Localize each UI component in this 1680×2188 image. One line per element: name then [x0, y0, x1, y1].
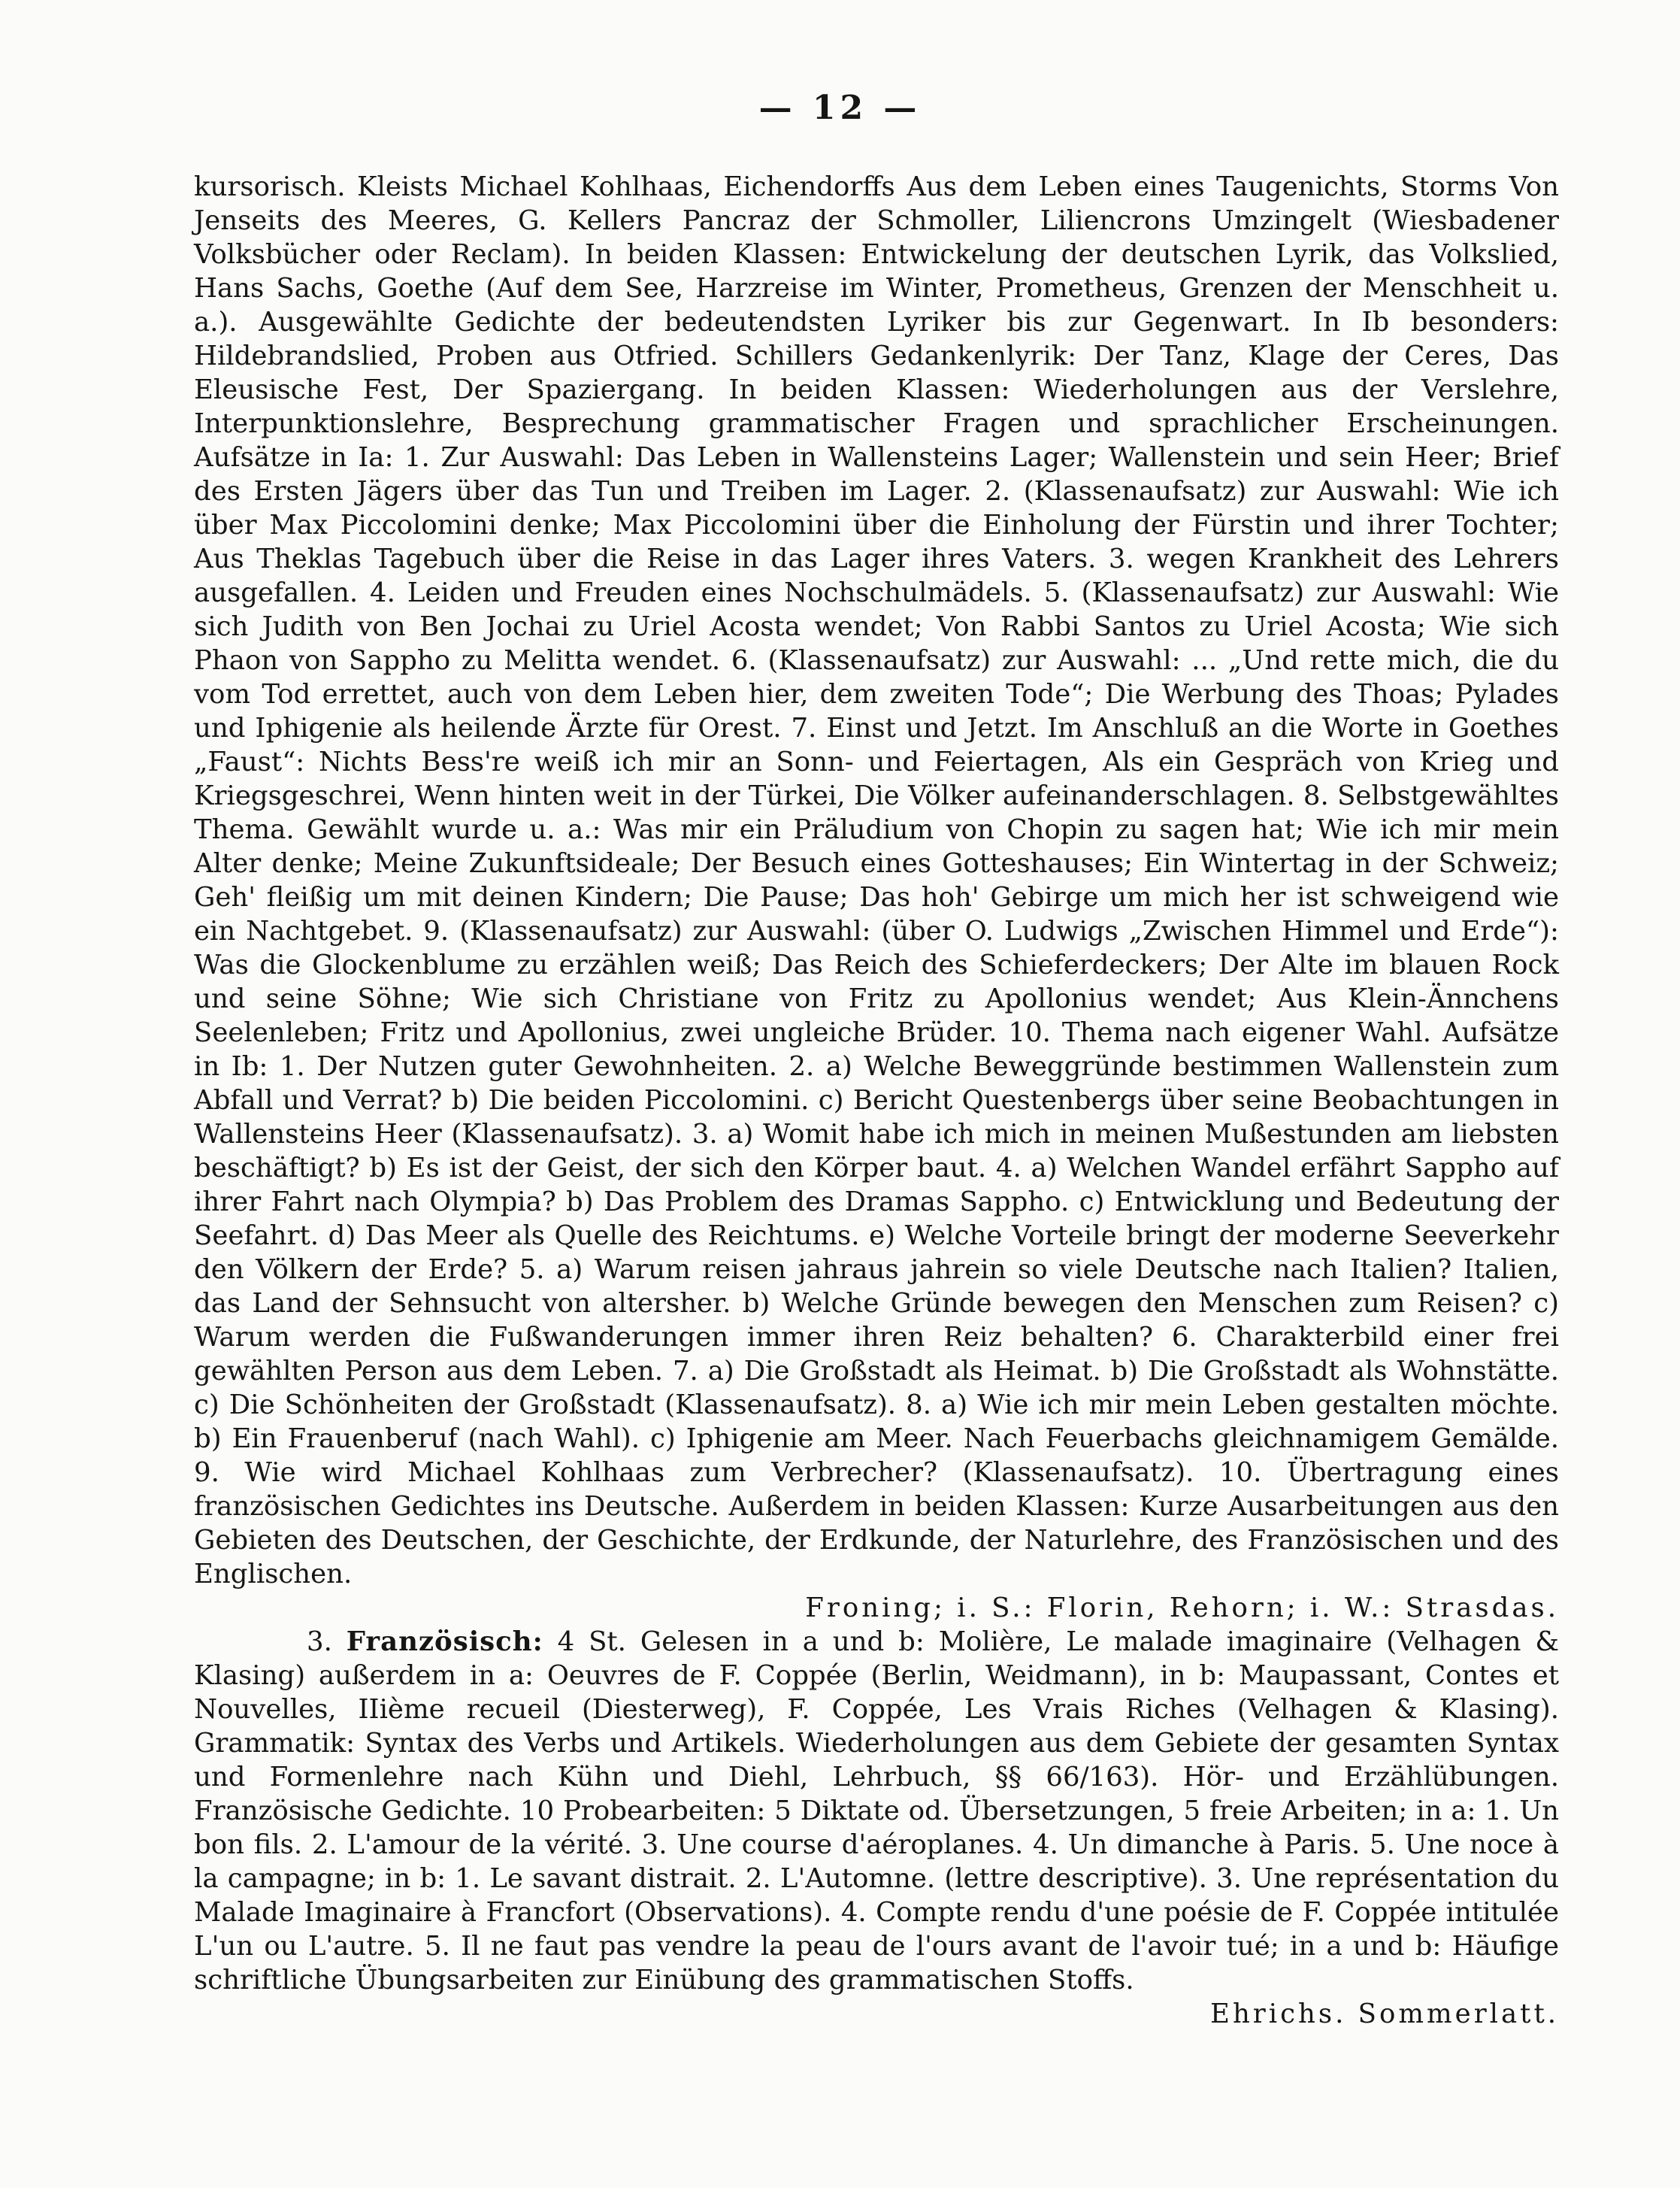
- french-curriculum-paragraph: [194, 1625, 1559, 1997]
- french-section-text: 4 St. Gelesen in a und b: Molière, Le malade imaginaire (Velhagen & Klasing) außerdem in a: Oeuvres de F. Coppée (Berlin, Weidmann), in b: Maupassant, Contes et Nouvelles, IIième recueil (Diesterweg), F. Coppée, Les Vrais Riches (Velhagen & Klasing). Grammatik: Syntax des Verbs und Artikels. Wiederholungen aus dem Gebiete der gesamten Syntax und Formenlehre nach Kühn und Diehl, Lehrbuch, §§ 66/163). Hör- und Erzählübungen. Französische Gedichte. 10 Probearbeiten: 5 Diktate od. Übersetzungen, 5 freie Arbeiten; in a: 1. Un bon fils. 2. L'amour de la vérité. 3. Une course d'aéroplanes. 4. Un dimanche à Paris. 5. Une noce à la campagne; in b: 1. Le savant distrait. 2. L'Automne. (lettre descriptive). 3. Une représentation du Malade Imaginaire à Francfort (Observations). 4. Compte rendu d'une poésie de F. Coppée intitulée L'un ou L'autre. 5. Il ne faut pas vendre la peau de l'ours avant de l'avoir tué; in a und b: Häufige schriftliche Übungsarbeiten zur Einübung des grammatischen Stoffs.: [194, 1626, 1559, 1996]
- french-section-number: 3.: [307, 1626, 332, 1657]
- page-number: — 12 —: [758, 89, 922, 127]
- french-section-heading: Französisch:: [346, 1626, 543, 1657]
- document-body: [194, 170, 1559, 2031]
- german-curriculum-paragraph: kursorisch. Kleists Michael Kohlhaas, Eichendorffs Aus dem Leben eines Taugenichts, Storms Von Jenseits des Meeres, G. Kellers Pancraz der Schmoller, Liliencrons Umzingelt (Wiesbadener Volksbücher oder Reclam). In beiden Klassen: Entwickelung der deutschen Lyrik, das Volkslied, Hans Sachs, Goethe (Auf dem See, Harzreise im Winter, Prometheus, Grenzen der Menschheit u. a.). Ausgewählte Gedichte der bedeutendsten Lyriker bis zur Gegenwart. In Ib besonders: Hildebrandslied, Proben aus Otfried. Schillers Gedankenlyrik: Der Tanz, Klage der Ceres, Das Eleusische Fest, Der Spaziergang. In beiden Klassen: Wiederholungen aus der Verslehre, Interpunktionslehre, Besprechung grammatischer Fragen und sprachlicher Erscheinungen. Aufsätze in Ia: 1. Zur Auswahl: Das Leben in Wallensteins Lager; Wallenstein und sein Heer; Brief des Ersten Jägers über das Tun und Treiben im Lager. 2. (Klassenaufsatz) zur Auswahl: Wie ich über Max Piccolomini denke; Max Piccolomini über die Einholung der Fürstin und ihrer Tochter; Aus Theklas Tagebuch über die Reise in das Lager ihres Vaters. 3. wegen Krankheit des Lehrers ausgefallen. 4. Leiden und Freuden eines Nochschulmädels. 5. (Klassenaufsatz) zur Auswahl: Wie sich Judith von Ben Jochai zu Uriel Acosta wendet; Von Rabbi Santos zu Uriel Acosta; Wie sich Phaon von Sappho zu Melitta wendet. 6. (Klassenaufsatz) zur Auswahl: ... „Und rette mich, die du vom Tod errettet, auch von dem Leben hier, dem zweiten Tode“; Die Werbung des Thoas; Pylades und Iphigenie als heilende Ärzte für Orest. 7. Einst und Jetzt. Im Anschluß an die Worte in Goethes „Faust“: Nichts Bess're weiß ich mir an Sonn- und Feiertagen, Als ein Gespräch von Krieg und Kriegsgeschrei, Wenn hinten weit in der Türkei, Die Völker aufeinanderschlagen. 8. Selbstgewähltes Thema. Gewählt wurde u. a.: Was mir ein Präludium von Chopin zu sagen hat; Wie ich mir mein Alter denke; Meine Zukunftsideale; Der Besuch eines Gotteshauses; Ein Wintertag in der Schweiz; Geh' fleißig um mit deinen Kindern; Die Pause; Das hoh' Gebirge um mich her ist schweigend wie ein Nachtgebet. 9. (Klassenaufsatz) zur Auswahl: (über O. Ludwigs „Zwischen Himmel und Erde“): Was die Glockenblume zu erzählen weiß; Das Reich des Schieferdeckers; Der Alte im blauen Rock und seine Söhne; Wie sich Christiane von Fritz zu Apollonius wendet; Aus Klein-Ännchens Seelenleben; Fritz und Apollonius, zwei ungleiche Brüder. 10. Thema nach eigener Wahl. Aufsätze in Ib: 1. Der Nutzen guter Gewohnheiten. 2. a) Welche Beweggründe bestimmen Wallenstein zum Abfall und Verrat? b) Die beiden Piccolomini. c) Bericht Questenbergs über seine Beobachtungen in Wallensteins Heer (Klassenaufsatz). 3. a) Womit habe ich mich in meinen Mußestunden am liebsten beschäftigt? b) Es ist der Geist, der sich den Körper baut. 4. a) Welchen Wandel erfährt Sappho auf ihrer Fahrt nach Olympia? b) Das Problem des Dramas Sappho. c) Entwicklung und Bedeutung der Seefahrt. d) Das Meer als Quelle des Reichtums. e) Welche Vorteile bringt der moderne Seeverkehr den Völkern der Erde? 5. a) Warum reisen jahraus jahrein so viele Deutsche nach Italien? Italien, das Land der Sehnsucht von altersher. b) Welche Gründe bewegen den Menschen zum Reisen? c) Warum werden die Fußwanderungen immer ihren Reiz behalten? 6. Charakterbild einer frei gewählten Person aus dem Leben. 7. a) Die Großstadt als Heimat. b) Die Großstadt als Wohnstätte. c) Die Schönheiten der Großstadt (Klassenaufsatz). 8. a) Wie ich mir mein Leben gestalten möchte. b) Ein Frauenberuf (nach Wahl). c) Iphigenie am Meer. Nach Feuerbachs gleichnamigem Gemälde. 9. Wie wird Michael Kohlhaas zum Verbrecher? (Klassenaufsatz). 10. Übertragung eines französischen Gedichtes ins Deutsche. Außerdem in beiden Klassen: Kurze Ausarbeitungen aus den Gebieten des Deutschen, der Geschichte, der Erdkunde, der Naturlehre, des Französischen und des Englischen.: [194, 171, 1559, 1589]
- german-teachers-signature: Froning; i. S.: Florin, Rehorn; i. W.: Strasdas.: [805, 1593, 1559, 1623]
- french-teachers-signature: Ehrichs. Sommerlatt.: [1210, 1999, 1559, 2029]
